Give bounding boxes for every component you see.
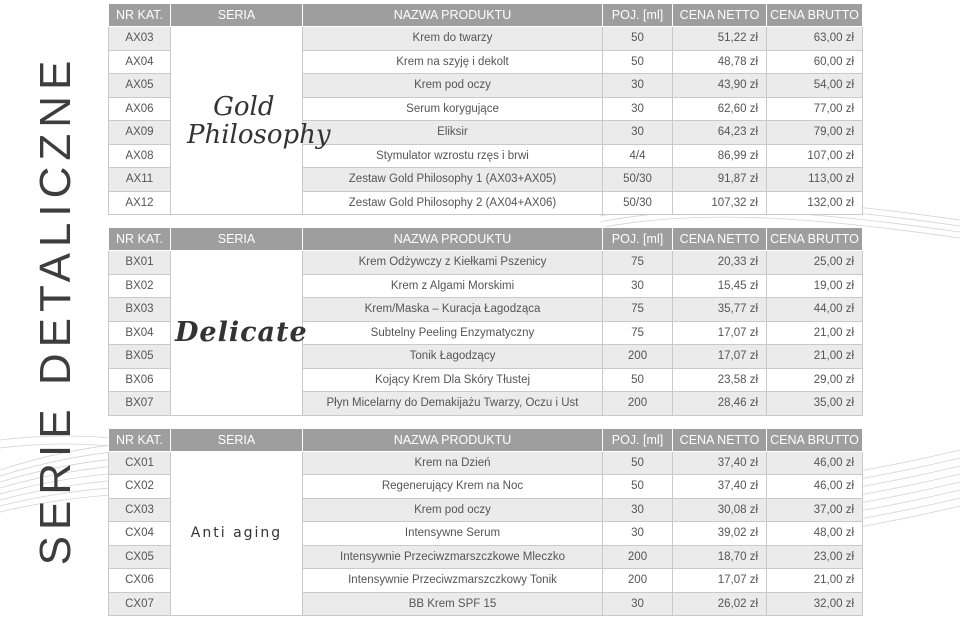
cell-cena-brutto: 35,00 zł	[767, 392, 863, 416]
cell-poj: 30	[603, 74, 673, 98]
gold-philosophy-logo	[175, 93, 331, 149]
cell-poj: 30	[603, 274, 673, 298]
cell-poj: 50	[603, 475, 673, 499]
cell-nr-kat: BX06	[109, 368, 171, 392]
cell-nazwa: Stymulator wzrostu rzęs i brwi	[303, 144, 603, 168]
cell-nazwa: Krem z Algami Morskimi	[303, 274, 603, 298]
header-poj: POJ. [ml]	[603, 228, 673, 251]
table-row	[109, 27, 863, 51]
cell-poj: 200	[603, 545, 673, 569]
logo-line: Philosophy	[187, 119, 331, 150]
cell-cena-brutto: 107,00 zł	[767, 144, 863, 168]
cell-poj: 75	[603, 251, 673, 275]
cell-cena-netto: 62,60 zł	[673, 97, 767, 121]
header-nazwa: NAZWA PRODUKTU	[303, 428, 603, 451]
cell-cena-netto: 20,33 zł	[673, 251, 767, 275]
header-poj: POJ. [ml]	[603, 428, 673, 451]
cell-poj: 50	[603, 368, 673, 392]
cell-nazwa: Krem na Dzień	[303, 451, 603, 475]
cell-poj: 200	[603, 569, 673, 593]
cell-cena-brutto: 48,00 zł	[767, 522, 863, 546]
cell-cena-brutto: 77,00 zł	[767, 97, 863, 121]
cell-poj: 200	[603, 345, 673, 369]
cell-nr-kat: AX12	[109, 191, 171, 215]
cell-cena-netto: 17,07 zł	[673, 569, 767, 593]
cell-poj: 30	[603, 522, 673, 546]
header-nr-kat: NR KAT.	[109, 428, 171, 451]
table-header-row	[109, 228, 863, 251]
cell-poj: 50/30	[603, 191, 673, 215]
cell-cena-brutto: 25,00 zł	[767, 251, 863, 275]
cell-nazwa: Serum korygujące	[303, 97, 603, 121]
cell-poj: 50	[603, 27, 673, 51]
header-cena-netto: CENA NETTO	[673, 428, 767, 451]
cell-nr-kat: CX01	[109, 451, 171, 475]
cell-poj: 30	[603, 121, 673, 145]
cell-nazwa: Eliksir	[303, 121, 603, 145]
cell-cena-netto: 37,40 zł	[673, 475, 767, 499]
cell-cena-netto: 23,58 zł	[673, 368, 767, 392]
cell-cena-netto: 18,70 zł	[673, 545, 767, 569]
cell-cena-netto: 37,40 zł	[673, 451, 767, 475]
cell-poj: 50	[603, 50, 673, 74]
table-header-row	[109, 428, 863, 451]
cell-nazwa: BB Krem SPF 15	[303, 592, 603, 616]
price-table-anti-aging	[108, 428, 863, 617]
cell-nr-kat: BX01	[109, 251, 171, 275]
cell-cena-brutto: 32,00 zł	[767, 592, 863, 616]
cell-nr-kat: CX07	[109, 592, 171, 616]
cell-nazwa: Kojący Krem Dla Skóry Tłustej	[303, 368, 603, 392]
logo-line: Gold	[213, 91, 275, 122]
cell-cena-netto: 86,99 zł	[673, 144, 767, 168]
cell-nr-kat: BX04	[109, 321, 171, 345]
price-table-gold-philosophy	[108, 3, 863, 215]
cell-cena-netto: 30,08 zł	[673, 498, 767, 522]
header-nr-kat: NR KAT.	[109, 228, 171, 251]
cell-cena-brutto: 63,00 zł	[767, 27, 863, 51]
anti-aging-logo: Anti aging	[190, 525, 283, 542]
header-seria: SERIA	[171, 428, 303, 451]
series-logo-delicate	[171, 251, 308, 416]
header-cena-brutto: CENA BRUTTO	[767, 228, 863, 251]
series-logo-anti-aging	[171, 451, 303, 616]
table-row	[109, 451, 863, 475]
page-side-title: SERIE DETALICZNE	[31, 54, 80, 566]
cell-nazwa: Intensywnie Przeciwzmarszczkowy Tonik	[303, 569, 603, 593]
header-poj: POJ. [ml]	[603, 4, 673, 27]
table-header-row	[109, 4, 863, 27]
cell-cena-brutto: 21,00 zł	[767, 345, 863, 369]
cell-nr-kat: CX03	[109, 498, 171, 522]
header-cena-netto: CENA NETTO	[673, 4, 767, 27]
cell-cena-netto: 48,78 zł	[673, 50, 767, 74]
cell-nr-kat: AX03	[109, 27, 171, 51]
cell-nazwa: Zestaw Gold Philosophy 1 (AX03+AX05)	[303, 168, 603, 192]
cell-poj: 30	[603, 498, 673, 522]
cell-nazwa: Krem pod oczy	[303, 498, 603, 522]
header-cena-netto: CENA NETTO	[673, 228, 767, 251]
cell-nazwa: Zestaw Gold Philosophy 2 (AX04+AX06)	[303, 191, 603, 215]
cell-cena-netto: 43,90 zł	[673, 74, 767, 98]
cell-cena-brutto: 46,00 zł	[767, 475, 863, 499]
cell-nr-kat: CX02	[109, 475, 171, 499]
cell-cena-netto: 17,07 zł	[673, 345, 767, 369]
cell-poj: 30	[603, 592, 673, 616]
cell-nr-kat: CX04	[109, 522, 171, 546]
cell-nr-kat: BX07	[109, 392, 171, 416]
cell-cena-netto: 17,07 zł	[673, 321, 767, 345]
cell-nr-kat: AX11	[109, 168, 171, 192]
cell-cena-brutto: 113,00 zł	[767, 168, 863, 192]
cell-cena-brutto: 79,00 zł	[767, 121, 863, 145]
cell-nr-kat: CX06	[109, 569, 171, 593]
cell-nr-kat: AX05	[109, 74, 171, 98]
cell-cena-netto: 39,02 zł	[673, 522, 767, 546]
cell-poj: 50	[603, 451, 673, 475]
cell-cena-netto: 64,23 zł	[673, 121, 767, 145]
cell-nr-kat: CX05	[109, 545, 171, 569]
cell-cena-netto: 107,32 zł	[673, 191, 767, 215]
cell-cena-netto: 51,22 zł	[673, 27, 767, 51]
cell-nr-kat: AX04	[109, 50, 171, 74]
cell-nr-kat: AX09	[109, 121, 171, 145]
cell-nazwa: Krem/Maska – Kuracja Łagodząca	[303, 298, 603, 322]
cell-cena-brutto: 44,00 zł	[767, 298, 863, 322]
cell-cena-brutto: 132,00 zł	[767, 191, 863, 215]
header-nazwa: NAZWA PRODUKTU	[303, 228, 603, 251]
cell-nazwa: Subtelny Peeling Enzymatyczny	[303, 321, 603, 345]
cell-cena-brutto: 21,00 zł	[767, 569, 863, 593]
cell-poj: 50/30	[603, 168, 673, 192]
price-table-delicate	[108, 227, 863, 416]
cell-cena-netto: 15,45 zł	[673, 274, 767, 298]
cell-nazwa: Regenerujący Krem na Noc	[303, 475, 603, 499]
cell-nazwa: Krem Odżywczy z Kiełkami Pszenicy	[303, 251, 603, 275]
header-nr-kat: NR KAT.	[109, 4, 171, 27]
cell-nr-kat: BX03	[109, 298, 171, 322]
cell-poj: 200	[603, 392, 673, 416]
cell-poj: 75	[603, 298, 673, 322]
cell-cena-netto: 91,87 zł	[673, 168, 767, 192]
cell-cena-brutto: 29,00 zł	[767, 368, 863, 392]
cell-poj: 4/4	[603, 144, 673, 168]
header-nazwa: NAZWA PRODUKTU	[303, 4, 603, 27]
cell-cena-brutto: 46,00 zł	[767, 451, 863, 475]
cell-cena-brutto: 23,00 zł	[767, 545, 863, 569]
cell-nazwa: Intensywnie Przeciwzmarszczkowe Mleczko	[303, 545, 603, 569]
cell-nr-kat: AX06	[109, 97, 171, 121]
cell-cena-brutto: 19,00 zł	[767, 274, 863, 298]
cell-cena-brutto: 54,00 zł	[767, 74, 863, 98]
header-seria: SERIA	[171, 228, 303, 251]
price-tables	[108, 3, 862, 616]
table-row	[109, 251, 863, 275]
cell-nr-kat: BX05	[109, 345, 171, 369]
cell-cena-brutto: 37,00 zł	[767, 498, 863, 522]
cell-nazwa: Tonik Łagodzący	[303, 345, 603, 369]
cell-cena-brutto: 21,00 zł	[767, 321, 863, 345]
cell-nazwa: Intensywne Serum	[303, 522, 603, 546]
cell-nazwa: Krem na szyję i dekolt	[303, 50, 603, 74]
cell-cena-brutto: 60,00 zł	[767, 50, 863, 74]
cell-nazwa: Krem pod oczy	[303, 74, 603, 98]
cell-poj: 30	[603, 97, 673, 121]
cell-nr-kat: AX08	[109, 144, 171, 168]
header-cena-brutto: CENA BRUTTO	[767, 4, 863, 27]
delicate-logo: Delicate	[175, 317, 308, 349]
cell-cena-netto: 28,46 zł	[673, 392, 767, 416]
cell-poj: 75	[603, 321, 673, 345]
header-cena-brutto: CENA BRUTTO	[767, 428, 863, 451]
cell-cena-netto: 35,77 zł	[673, 298, 767, 322]
cell-cena-netto: 26,02 zł	[673, 592, 767, 616]
cell-nr-kat: BX02	[109, 274, 171, 298]
cell-nazwa: Krem do twarzy	[303, 27, 603, 51]
series-logo-gold-philosophy	[171, 27, 331, 215]
header-seria: SERIA	[171, 4, 303, 27]
cell-nazwa: Płyn Micelarny do Demakijażu Twarzy, Oczu i Ust	[303, 392, 603, 416]
